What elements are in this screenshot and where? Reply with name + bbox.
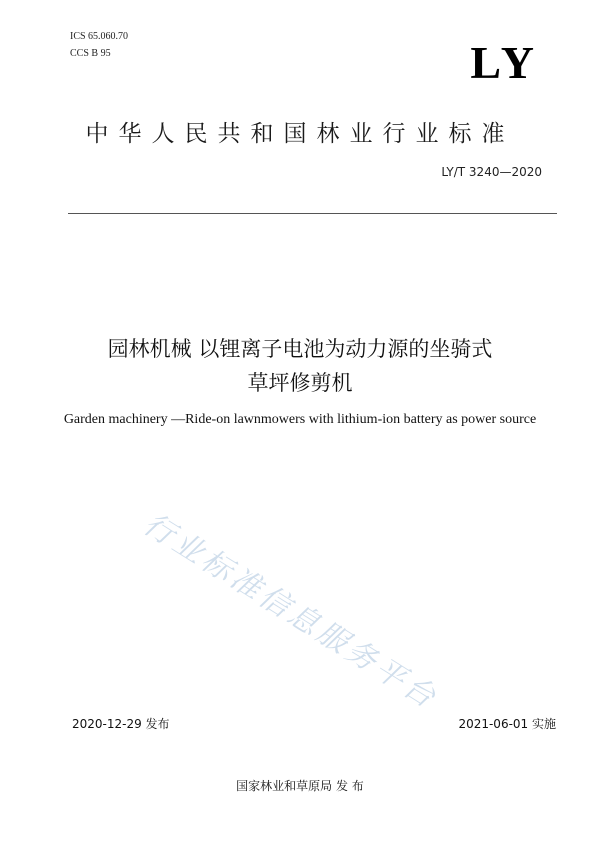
issue-date: 2020-12-29 发布: [72, 717, 170, 731]
standard-number: LY/T 3240—2020: [441, 165, 542, 179]
ics-code: ICS 65.060.70: [70, 31, 129, 42]
implementation-date: 2021-06-01 实施: [458, 717, 556, 731]
ccs-code: CCS B 95: [70, 48, 111, 59]
publisher: 国家林业和草原局 发 布: [236, 779, 364, 793]
chinese-title-line-1: 园林机械 以锂离子电池为动力源的坐骑式: [107, 337, 493, 361]
watermark: 行业标准信息服务平台: [137, 506, 445, 717]
classification-codes: [70, 28, 128, 62]
divider-line: [68, 213, 557, 214]
english-title: Garden machinery —Ride-on lawnmowers with lithium-ion battery as power source: [63, 412, 537, 427]
ly-logo: LY: [470, 37, 538, 88]
chinese-title: [0, 332, 600, 400]
org-title: 中华人民共和国林业行业标准: [85, 121, 515, 147]
chinese-title-line-2: 草坪修剪机: [247, 371, 353, 395]
